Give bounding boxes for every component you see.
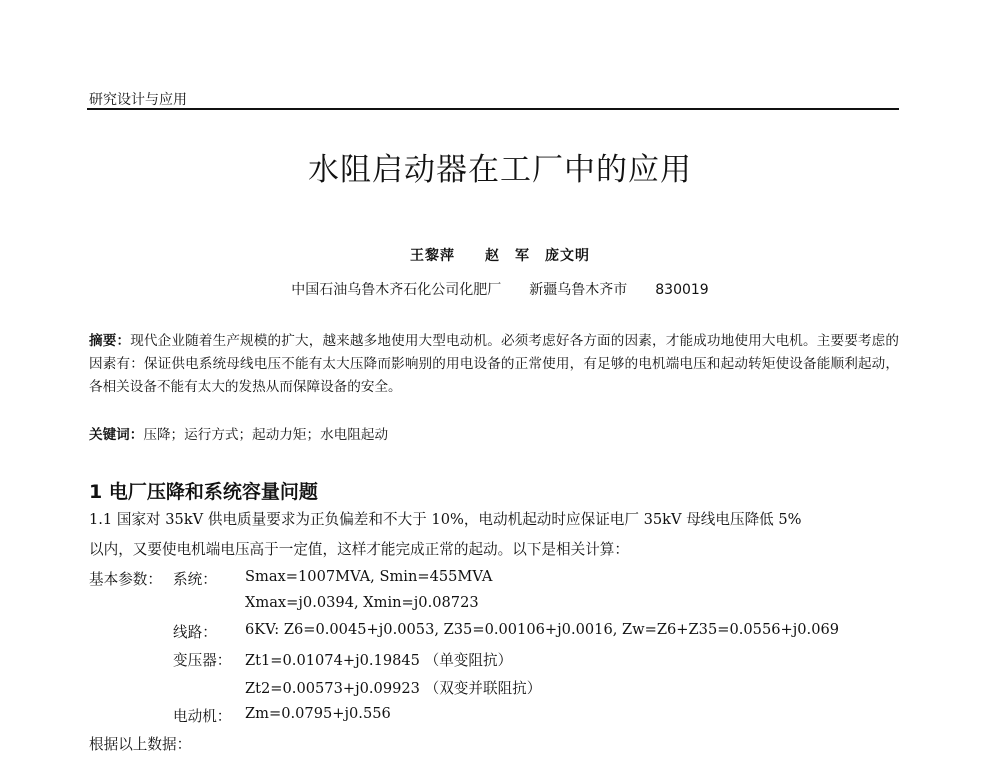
motor-label: 电动机： xyxy=(173,708,232,725)
header-rule xyxy=(87,108,899,110)
paper-title: 水阻启动器在工厂中的应用 xyxy=(308,152,692,188)
transformer-value-1: Zt1=0.01074+j0.19845 （单变阻抗） xyxy=(245,652,513,669)
keywords-label: 关键词： xyxy=(89,427,144,443)
closing-line: 根据以上数据： xyxy=(89,736,192,753)
system-value-2: Xmax=j0.0394, Xmin=j0.08723 xyxy=(245,594,479,611)
affiliation: 中国石油乌鲁木齐石化公司化肥厂 新疆乌鲁木齐市 830019 xyxy=(291,282,709,298)
running-header: 研究设计与应用 xyxy=(89,92,187,108)
body-line: 以内，又要使电机端电压高于一定值，这样才能完成正常的起动。以下是相关计算： xyxy=(89,541,629,558)
line-label: 线路： xyxy=(173,624,217,641)
transformer-value-2: Zt2=0.00573+j0.09923 （双变并联阻抗） xyxy=(245,680,542,697)
transformer-label: 变压器： xyxy=(173,652,232,669)
body-line: 1.1 国家对 35kV 供电质量要求为正负偏差和不大于 10%，电动机起动时应保证电厂 35kV 母线电压降低 5% xyxy=(89,511,802,528)
system-label: 系统： xyxy=(173,571,217,588)
abstract-label: 摘要： xyxy=(89,333,131,349)
section-heading: 1 电厂压降和系统容量问题 xyxy=(89,481,318,503)
keywords-text: 压降；运行方式；起动力矩；水电阻起动 xyxy=(143,427,389,443)
authors: 王黎萍 赵 军 庞文明 xyxy=(410,248,590,264)
system-value-1: Smax=1007MVA, Smin=455MVA xyxy=(245,568,493,585)
motor-value: Zm=0.0795+j0.556 xyxy=(245,705,391,722)
line-value: 6KV: Z6=0.0045+j0.0053, Z35=0.00106+j0.0016, Zw=Z6+Z35=0.0556+j0.069 xyxy=(245,621,840,638)
params-label: 基本参数： xyxy=(89,571,162,588)
abstract-text: 现代企业随着生产规模的扩大，越来越多地使用大型电动机。必须考虑好各方面的因素，才能成功地使用大电机。主要要考虑的因素有：保证供电系统母线电压不能有太大压降而影响别的用电设备的正常使用，有足够的电机端电压和起动转矩使设备能顺利起动，各相关设备不能有太大的发热从而保障设备的安全。 xyxy=(89,333,900,395)
keywords xyxy=(89,423,388,443)
abstract xyxy=(89,330,899,399)
